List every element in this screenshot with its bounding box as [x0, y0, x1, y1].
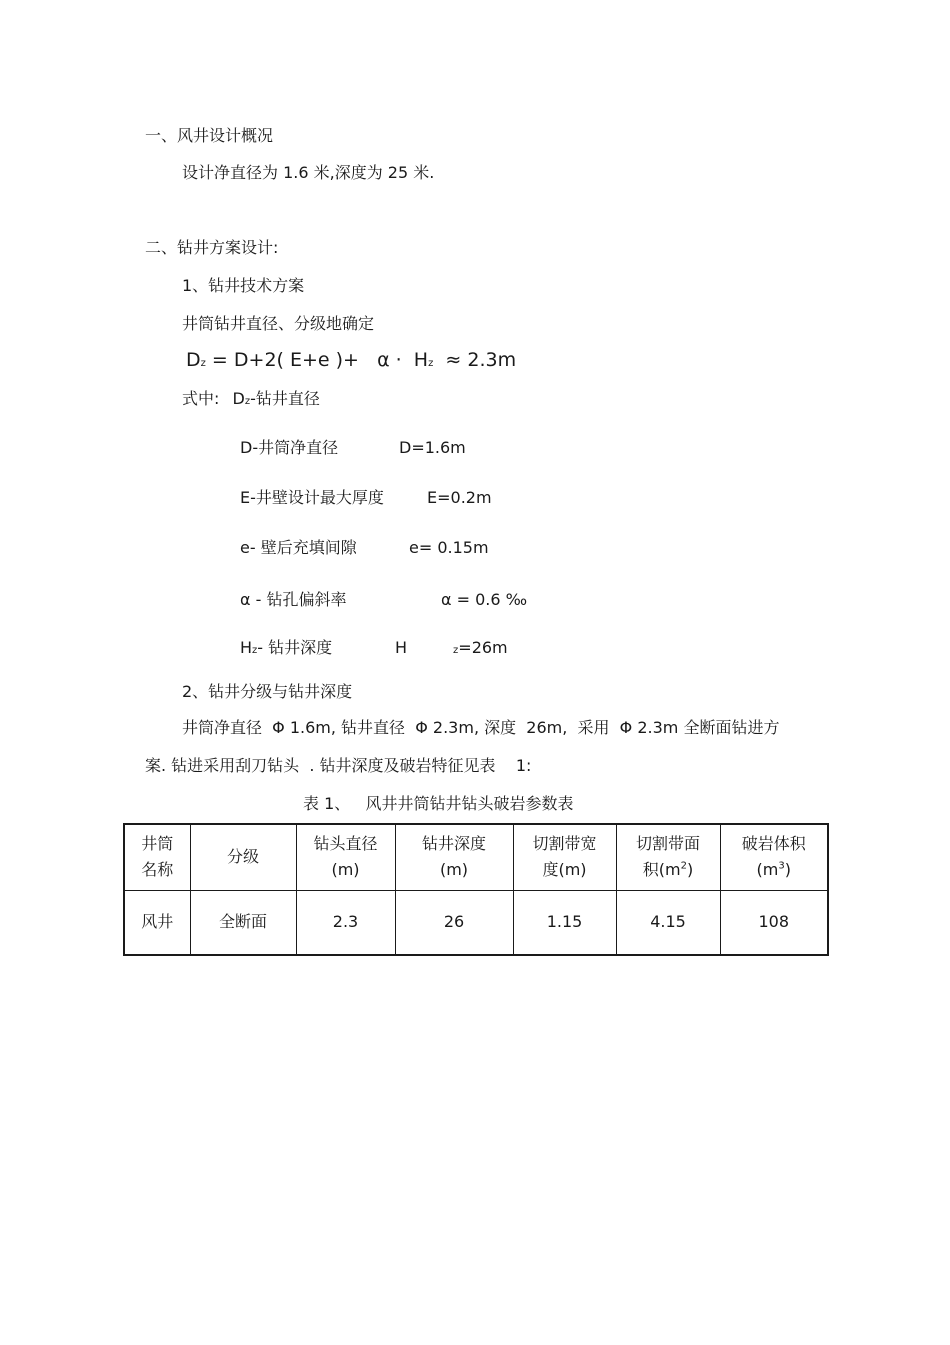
table-header-cell — [513, 824, 616, 890]
header-line1: 钻井深度 — [421, 833, 486, 853]
table-caption: 表 1、 风井井筒钻井钻头破岩参数表 — [303, 794, 574, 813]
subsection2-text-line1: 井筒净直径 Φ 1.6m, 钻井直径 Φ 2.3m, 深度 26m, 采用 Φ 2.3m 全断面钻进方 — [182, 718, 780, 737]
where-label-line — [182, 391, 320, 407]
table-cell: 108 — [720, 890, 828, 955]
depth-desc: - 钻井深度 — [257, 638, 333, 657]
param-desc: e- 壁后充填间隙 — [240, 538, 357, 557]
param-row — [240, 490, 384, 506]
depth-sym: H — [240, 638, 253, 657]
formula-sub-h: z — [428, 358, 434, 369]
table-cell: 全断面 — [190, 890, 296, 955]
header-line2: 度(m) — [542, 860, 587, 880]
header-line1: 切割带面 — [635, 833, 700, 853]
param-value: E=0.2m — [427, 488, 492, 507]
header-line1: 钻头直径 — [313, 833, 378, 853]
table-header-cell — [296, 824, 395, 890]
table-cell: 1.15 — [513, 890, 616, 955]
table-header-cell — [720, 824, 828, 890]
where-dz-desc: -钻井直径 — [250, 389, 320, 408]
depth-value — [395, 640, 508, 656]
section2-heading: 二、钻井方案设计: — [145, 238, 279, 257]
subsection2-title: 2、钻井分级与钻井深度 — [182, 682, 353, 701]
param-value: α = 0.6 ‰ — [441, 590, 528, 609]
header-line2: (m) — [439, 860, 469, 880]
where-dz-sub: z — [244, 396, 251, 407]
table-cell: 26 — [395, 890, 513, 955]
header-line2: 积(m — [642, 860, 681, 880]
subsection1-text: 井筒钻井直径、分级地确定 — [182, 314, 375, 333]
table-header-cell — [616, 824, 720, 890]
header-tail: ) — [686, 860, 694, 880]
formula — [186, 351, 516, 370]
param-row — [240, 592, 347, 608]
header-line1: 井筒 — [141, 833, 174, 853]
subsection1-title: 1、钻井技术方案 — [182, 276, 305, 295]
depth-value-rest: =26m — [458, 638, 508, 657]
param-desc: D-井筒净直径 — [240, 438, 339, 457]
section1-heading: 一、风井设计概况 — [145, 126, 274, 145]
formula-d: D — [186, 349, 201, 371]
header-sup: 2 — [680, 860, 687, 872]
header-tail: ) — [784, 860, 791, 880]
param-value: D=1.6m — [399, 438, 466, 457]
section1-text: 设计净直径为 1.6 米,深度为 25 米. — [182, 163, 435, 182]
depth-sub: z — [252, 645, 258, 656]
header-line2: (m) — [331, 860, 360, 880]
where-label: 式中: — [182, 389, 220, 408]
params-table — [123, 823, 829, 956]
depth-value-sym: H — [395, 638, 408, 657]
table-header-row — [124, 824, 828, 890]
where-dz — [233, 389, 320, 408]
table-cell: 风井 — [124, 890, 190, 955]
where-dz-sym: D — [232, 389, 245, 408]
param-desc: α - 钻孔偏斜率 — [240, 590, 347, 609]
formula-result: ≈ 2.3m — [433, 349, 517, 371]
param-value: e= 0.15m — [409, 538, 489, 557]
header-line2: (m — [756, 860, 779, 880]
header-line2: 名称 — [141, 860, 174, 880]
table-row — [124, 890, 828, 955]
table-cell: 4.15 — [616, 890, 720, 955]
param-desc: E-井壁设计最大厚度 — [240, 488, 384, 507]
table-header-cell — [190, 824, 296, 890]
header-line1: 破岩体积 — [741, 833, 806, 853]
table-header-cell — [395, 824, 513, 890]
table-header-cell — [124, 824, 190, 890]
param-row — [240, 440, 338, 456]
header-line1: 切割带宽 — [532, 833, 597, 853]
depth-param — [240, 640, 332, 656]
table-cell: 2.3 — [296, 890, 395, 955]
formula-mid: = D+2( E+e )+ α · H — [205, 349, 429, 371]
subsection2-text-line2: 案. 钻进采用刮刀钻头 . 钻井深度及破岩特征见表 1: — [145, 756, 532, 775]
param-row — [240, 540, 357, 556]
header-line1: 分级 — [226, 847, 259, 867]
header-sup: 3 — [778, 860, 785, 872]
formula-sub: z — [200, 358, 206, 369]
depth-value-sub: z — [453, 645, 459, 656]
